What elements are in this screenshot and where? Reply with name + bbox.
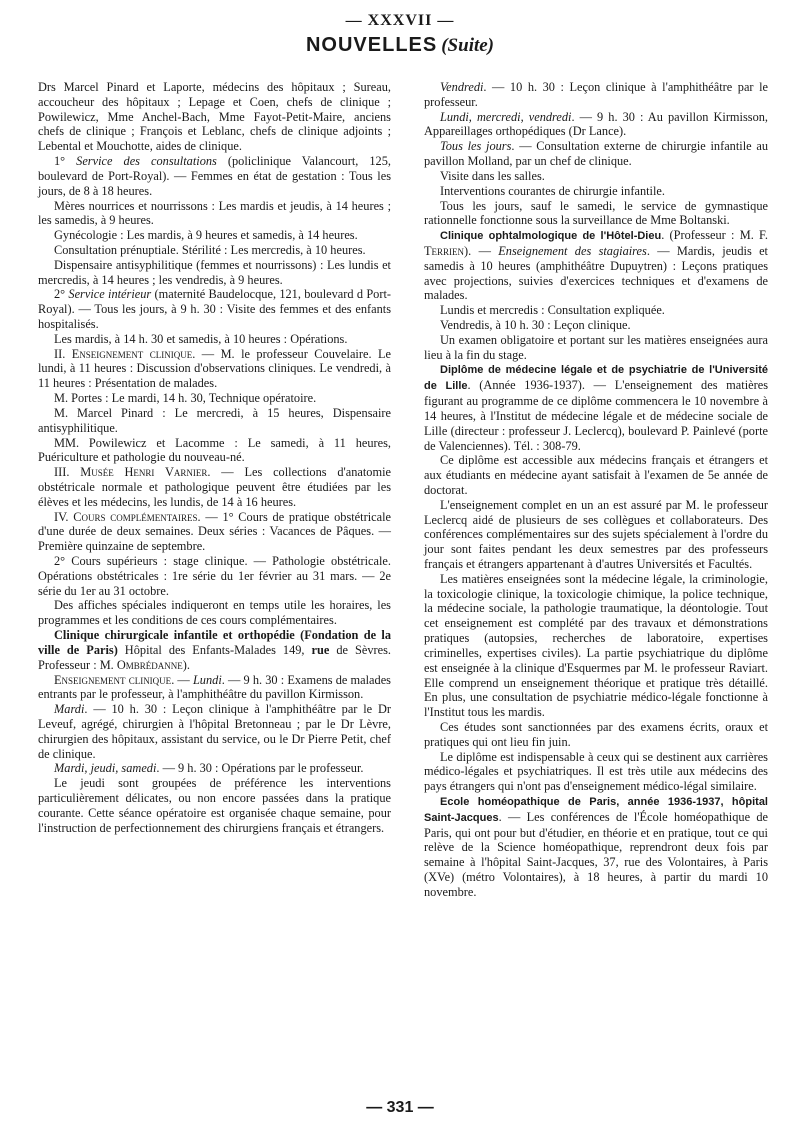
text-segment: III. [54,465,81,480]
text-segment: Vendredis, à 10 h. 30 : Leçon clinique. [440,318,631,332]
text-segment: . — Mardis, jeudis et samedis à 10 heures (amphithéâtre Dupuytren) : Leçons pratiques avec projections, suivies d'exercices techniques et d'examens de malades. [424,243,768,303]
text-segment: Hôpital des Enfants-Malades 149, [117,642,312,657]
paragraph [38,199,391,229]
paragraph [38,391,391,406]
text-segment: de Sèvres. Professeur : M. [38,642,391,672]
paragraph [38,628,391,672]
text-segment: M. Marcel Pinard : Le mercredi, à 15 heures, Dispensaire antisyphilitique. [38,405,391,435]
text-segment: Service des consultations [76,154,217,169]
text-segment: Ce diplôme est accessible aux médecins français et étrangers et aux étudiants en médecine ayant satisfait à l'examen de 5e année de doctorat. [424,453,768,497]
text-segment: Cours complémentaires [73,509,198,524]
text-segment: . — 9 h. 30 : Au pavillon Kirmisson, Appareillages orthopédiques (Dr Lance). [424,109,768,139]
text-segment: Terrien [424,243,465,258]
text-segment: . — 1° Cours de pratique obstétricale d'une durée de deux semaines. Deux séries : Vacances de Pâques. — Première quinzaine de septembre. [38,509,391,554]
paragraph [38,154,391,198]
right-column [424,80,768,900]
text-segment: . — 10 h. 30 : Leçon clinique à l'amphithéâtre par le professeur. [424,80,768,109]
text-segment: Service intérieur [68,287,152,302]
paragraph [38,436,391,466]
text-segment: 2° Cours supérieurs : stage clinique. — Pathologie obstétricale. Opérations obstétricales : 1re série du 1er février au 31 mars. — 2e série du 1er au 31 octobre. [38,554,391,598]
text-segment: . — [171,672,193,687]
section-title [0,34,800,58]
text-segment: Ecole homéopathique de Paris, année 1936-1937, hôpital Saint-Jacques [424,796,768,824]
text-segment: Lundis et mercredis : Consultation expliquée. [440,303,665,318]
paragraph [424,199,768,229]
paragraph [38,80,391,154]
page-header [0,12,800,58]
text-segment: (policlinique Valancourt, 125, boulevard de Port-Royal). — Femmes en état de gestation : Tous les jours, de 8 à 18 heures. [38,154,391,198]
text-segment: IV. [54,509,74,524]
text-segment: Mardi [54,702,85,717]
text-segment: . — Consultation externe de chirurgie infantile au pavillon Molland, par un chef de clinique. [424,139,768,169]
paragraph [38,776,391,835]
text-segment: Interventions courantes de chirurgie infantile. [440,183,665,198]
paragraph [38,243,391,258]
text-segment: . (Professeur : M. F. [661,228,768,243]
paragraph [38,332,391,347]
text-segment: . — 9 h. 30 : Opérations par le professeur. [156,761,364,776]
text-segment: Gynécologie : Les mardis, à 9 heures et samedis, à 14 heures. [54,228,358,243]
paragraph [38,258,391,288]
text-segment: Le diplôme est indispensable à ceux qui se destinent aux carrières médico-légales et psychiatriques. Il est très utile aux médecins des pays étrangers qui n'ont pas d'enseignement médico-légal similaire. [424,749,768,794]
paragraph [38,702,391,761]
paragraph [38,673,391,703]
paragraph [424,794,768,900]
page-number: — 331 — [366,1099,434,1116]
text-segment: 1° [54,154,77,169]
text-segment: Mardi, jeudi, samedi [54,761,157,776]
paragraph [424,453,768,497]
text-segment: Vendredi [440,80,484,94]
text-segment: rue [311,642,330,657]
text-segment: Mères nourrices et nourrissons : Les mardis et jeudis, à 14 heures ; les samedis, à 9 heures. [38,198,391,228]
text-segment: II. [54,346,72,361]
text-segment: Les matières enseignées sont la médecine légale, la criminologie, la toxicologie clinique, la toxicologie chimique, la police technique, la médecine sociale, la pathologie traumatique, la déontologie. Tout cet enseignement est complété par des travaux et démonstrations pratiques (autopsies, recherches de laboratoire, expertises criminelles, expertises civiles). La partie psychiatrique du diplôme est enseignée à la clinique d'Esquermes par M. le professeur Raviart. Elle comprend un enseignement théorique et pratique très détaillé. En plus, une consultation de psychiatrie médico-légale fonctionne à l'Institut tous les mardis. [424,571,768,720]
text-segment: ). — [464,243,499,258]
text-segment: Drs Marcel Pinard et Laporte, médecins des hôpitaux ; Sureau, accoucheur des hôpitaux ; Lepage et Coen, chefs de clinique ; Powilewicz, Mme Anchel-Bach, Mme Fayot-Petit-Maire, anciens chefs de clinique ; François et Leblanc, chefs de clinique adjoints ; Lebental et Mouchotte, aides de clinique. [38,80,391,154]
paragraph [38,347,391,391]
text-segment: Dispensaire antisyphilitique (femmes et nourrissons) : Les lundis et mercredis, à 14 heures ; les vendredis, à 9 heures. [38,257,391,287]
roman-page-number: — XXXVII — [345,12,455,29]
paragraph [424,498,768,572]
paragraph [424,184,768,199]
text-segment: Clinique chirurgicale infantile et orthopédie (Fondation de la ville de Paris) [38,628,391,657]
paragraph [424,333,768,363]
paragraph [424,169,768,184]
text-segment: Des affiches spéciales indiqueront en temps utile les horaires, les programmes et les conditions de ces cours complémentaires. [38,598,391,628]
section-title-main: NOUVELLES [305,34,438,56]
text-segment: . — 10 h. 30 : Leçon clinique à l'amphithéâtre par le Dr Leveuf, agrégé, chirurgien à l'hôpital Bretonneau ; par le Dr Lèvre, chirurgien des hôpitaux, assistant du service, ou le Dr Pierre Petit, chef de clinique. [38,702,391,761]
text-segment: Lundi, mercredi, vendredi [440,109,572,124]
paragraph [38,598,391,628]
paragraph [424,572,768,720]
paragraph [424,80,768,110]
paragraph [424,720,768,750]
paragraph [424,318,768,333]
text-segment: Enseignement clinique [54,672,172,687]
text-segment: . — 9 h. 30 : Examens de malades entrants par le professeur, à l'amphithéâtre du pavillon Kirmisson. [38,672,391,702]
text-segment: Les mardis, à 14 h. 30 et samedis, à 10 heures : Opérations. [54,331,348,346]
paragraph [424,303,768,318]
paragraph [38,228,391,243]
text-segment: M. Portes : Le mardi, 14 h. 30, Technique opératoire. [54,391,317,406]
paragraph [38,465,391,509]
paragraph [424,110,768,140]
text-segment: . — Les collections d'anatomie obstétricale normale et pathologique peuvent être étudiées par les élèves et les médecins, les lundis, de 14 à 16 heures. [38,465,391,509]
text-segment: Consultation prénuptiale. Stérilité : Les mercredis, à 10 heures. [54,242,366,257]
paragraph [424,750,768,794]
text-segment: Ombrédanne [116,657,183,672]
text-segment: 2° [54,287,69,302]
text-segment: Visite dans les salles. [440,168,545,183]
paragraph [424,139,768,169]
paragraph [38,510,391,554]
text-segment: ). [182,657,190,672]
text-segment: Tous les jours [440,139,512,154]
text-segment: Diplôme de médecine légale et de psychiatrie de l'Université de Lille [424,364,768,393]
text-segment: Clinique ophtalmologique de l'Hôtel-Dieu [440,230,662,243]
paragraph [424,228,768,303]
paragraph [38,554,391,598]
left-column [38,80,391,835]
paragraph [38,761,391,776]
text-segment: Enseignement clinique [71,346,193,361]
text-segment: Lundi [192,672,222,687]
text-segment: . — M. le professeur Couvelaire. Le lundi, à 11 heures : Discussion d'observations cliniques. Le vendredi, à 11 heures : Présentation de malades. [38,346,391,391]
text-segment: MM. Powilewicz et Lacomme : Le samedi, à 11 heures, Puériculture et pathologie du nouveau-né. [38,435,391,465]
text-segment: Un examen obligatoire et portant sur les matières enseignées aura lieu à la fin du stage. [424,332,768,362]
text-segment: L'enseignement complet en un an est assuré par M. le professeur Leclercq aidé de plusieurs de ses collègues et collaborateurs. Des conférences complémentaires sur des sujets spécialement à l'ordre du jour sont faites pendant les deux semestres par des professeurs français et étrangers appartenant à d'autres Universités et Facultés. [424,497,768,571]
section-title-suffix: (Suite) [441,35,495,56]
text-segment: Le jeudi sont groupées de préférence les interventions particulièrement délicates, ou non encore passées dans la pratique courante. Cette séance opératoire est organisée chaque semaine, pour l'instruction de perfectionnement des chirurgiens français et étrangers. [38,776,391,835]
paragraph [38,287,391,331]
text-segment: Enseignement des stagiaires [498,243,647,258]
text-segment: Tous les jours, sauf le samedi, le service de gymnastique rationnelle fonctionne sous la surveillance de Mme Boltanski. [424,198,768,228]
text-segment: Musée Henri Varnier [80,465,208,480]
text-segment: (maternité Baudelocque, 121, boulevard d Port-Royal). — Tous les jours, à 9 h. 30 : Visite des femmes et des enfants hospitalisés. [38,287,392,331]
text-segment: Ces études sont sanctionnées par des examens écrits, oraux et pratiques qui ont lieu fin juin. [424,719,768,749]
text-segment: . — Les conférences de l'École homéopathique de Paris, qui ont pour but d'étudier, en théorie et en pratique, tout ce qui relève de la Science homéopathique, reprendront deux fois par semaine à l'hôpital Saint-Jacques, 37, rue des Volontaires, à Paris (XVe) (métro Volontaires), à 18 heures, à partir du mardi 10 novembre. [424,809,768,899]
paragraph [424,362,768,453]
paragraph [38,406,391,436]
text-segment: . (Année 1936-1937). — L'enseignement des matières figurant au programme de ce diplôme commencera le 10 novembre à 14 heures, à l'Institut de médecine légale et de médecine sociale de Lille (directeur : professeur J. Leclercq), boulevard P. Painlevé (porte de Valenciennes). Tél. : 308-79. [424,378,768,453]
